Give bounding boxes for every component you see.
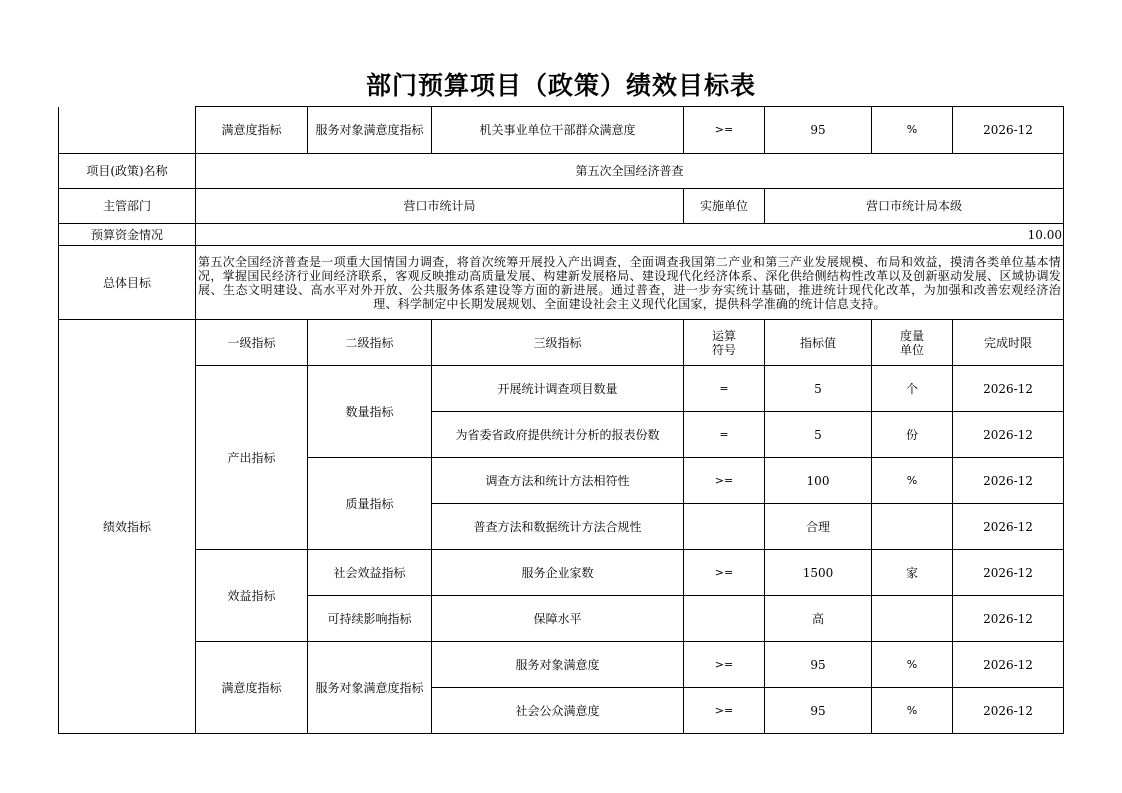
header-deadline: 完成时限 <box>953 320 1064 366</box>
carryover-value: 95 <box>765 107 872 154</box>
implementing-unit-label: 实施单位 <box>684 189 765 224</box>
carryover-blank <box>59 107 196 154</box>
overall-goal-row <box>59 246 1064 320</box>
indicator-header-row <box>59 320 1064 366</box>
level3-cell: 保障水平 <box>432 596 684 642</box>
implementing-unit-value: 营口市统计局本级 <box>765 189 1064 224</box>
carryover-deadline: 2026-12 <box>953 107 1064 154</box>
table-row <box>59 366 1064 412</box>
department-label: 主管部门 <box>59 189 196 224</box>
deadline-cell: 2026-12 <box>953 366 1064 412</box>
page-title: 部门预算项目（政策）绩效目标表 <box>365 71 756 100</box>
value-cell: 95 <box>765 642 872 688</box>
overall-goal-label: 总体目标 <box>59 246 196 320</box>
value-cell: 100 <box>765 458 872 504</box>
header-level2: 二级指标 <box>308 320 432 366</box>
budget-row <box>59 224 1064 246</box>
operator-cell: >= <box>684 550 765 596</box>
department-value: 营口市统计局 <box>196 189 684 224</box>
level2-cell: 质量指标 <box>308 458 432 550</box>
level3-cell: 社会公众满意度 <box>432 688 684 734</box>
header-unit: 度量 单位 <box>872 320 953 366</box>
header-operator: 运算 符号 <box>684 320 765 366</box>
deadline-cell: 2026-12 <box>953 412 1064 458</box>
unit-cell: 家 <box>872 550 953 596</box>
operator-cell: >= <box>684 688 765 734</box>
project-name-label: 项目(政策)名称 <box>59 154 196 189</box>
carryover-level2: 服务对象满意度指标 <box>308 107 432 154</box>
department-row <box>59 189 1064 224</box>
unit-cell: 个 <box>872 366 953 412</box>
budget-label: 预算资金情况 <box>59 224 196 246</box>
level3-cell: 服务对象满意度 <box>432 642 684 688</box>
carryover-row <box>59 107 1064 154</box>
carryover-operator: >= <box>684 107 765 154</box>
value-cell: 5 <box>765 412 872 458</box>
deadline-cell: 2026-12 <box>953 688 1064 734</box>
level3-cell: 服务企业家数 <box>432 550 684 596</box>
overall-goal-text: 第五次全国经济普查是一项重大国情国力调查，将首次统筹开展投入产出调查，全面调查我国第二产业和第三产业发展规模、布局和效益，摸清各类单位基本情况，掌握国民经济行业间经济联系，客观反映推动高质量发展、构建新发展格局、建设现代化经济体系、深化供给侧结构性改革以及创新驱动发展、区域协调发展、生态文明建设、高水平对外开放、公共服务体系建设等方面的新进展。通过普查，进一步夯实统计基础，推进统计现代化改革，为加强和改善宏观经济治理、科学制定中长期发展规划、全面建设社会主义现代化国家，提供科学准确的统计信息支持。 <box>196 246 1064 320</box>
unit-cell: % <box>872 458 953 504</box>
deadline-cell: 2026-12 <box>953 550 1064 596</box>
deadline-cell: 2026-12 <box>953 642 1064 688</box>
value-cell: 高 <box>765 596 872 642</box>
value-cell: 合理 <box>765 504 872 550</box>
level2-cell: 服务对象满意度指标 <box>308 642 432 734</box>
header-level1: 一级指标 <box>196 320 308 366</box>
unit-cell <box>872 596 953 642</box>
level2-cell: 社会效益指标 <box>308 550 432 596</box>
indicator-section-label: 绩效指标 <box>59 320 196 734</box>
operator-cell <box>684 596 765 642</box>
operator-cell: >= <box>684 642 765 688</box>
level1-cell: 满意度指标 <box>196 642 308 734</box>
value-cell: 5 <box>765 366 872 412</box>
unit-cell: % <box>872 688 953 734</box>
carryover-level3: 机关事业单位干部群众满意度 <box>432 107 684 154</box>
deadline-cell: 2026-12 <box>953 504 1064 550</box>
performance-target-table <box>58 106 1064 734</box>
level3-cell: 普查方法和数据统计方法合规性 <box>432 504 684 550</box>
unit-cell: 份 <box>872 412 953 458</box>
table-row <box>59 642 1064 688</box>
budget-value: 10.00 <box>196 224 1064 246</box>
level3-cell: 为省委省政府提供统计分析的报表份数 <box>432 412 684 458</box>
table-row <box>59 550 1064 596</box>
operator-cell: = <box>684 412 765 458</box>
header-value: 指标值 <box>765 320 872 366</box>
value-cell: 95 <box>765 688 872 734</box>
value-cell: 1500 <box>765 550 872 596</box>
operator-cell <box>684 504 765 550</box>
level2-cell: 可持续影响指标 <box>308 596 432 642</box>
operator-cell: = <box>684 366 765 412</box>
project-name-row <box>59 154 1064 189</box>
level3-cell: 开展统计调查项目数量 <box>432 366 684 412</box>
carryover-level1: 满意度指标 <box>196 107 308 154</box>
level2-cell: 数量指标 <box>308 366 432 458</box>
unit-cell <box>872 504 953 550</box>
deadline-cell: 2026-12 <box>953 458 1064 504</box>
header-level3: 三级指标 <box>432 320 684 366</box>
carryover-unit: % <box>872 107 953 154</box>
level1-cell: 效益指标 <box>196 550 308 642</box>
deadline-cell: 2026-12 <box>953 596 1064 642</box>
level3-cell: 调查方法和统计方法相符性 <box>432 458 684 504</box>
unit-cell: % <box>872 642 953 688</box>
level1-cell: 产出指标 <box>196 366 308 550</box>
operator-cell: >= <box>684 458 765 504</box>
project-name-value: 第五次全国经济普查 <box>196 154 1064 189</box>
